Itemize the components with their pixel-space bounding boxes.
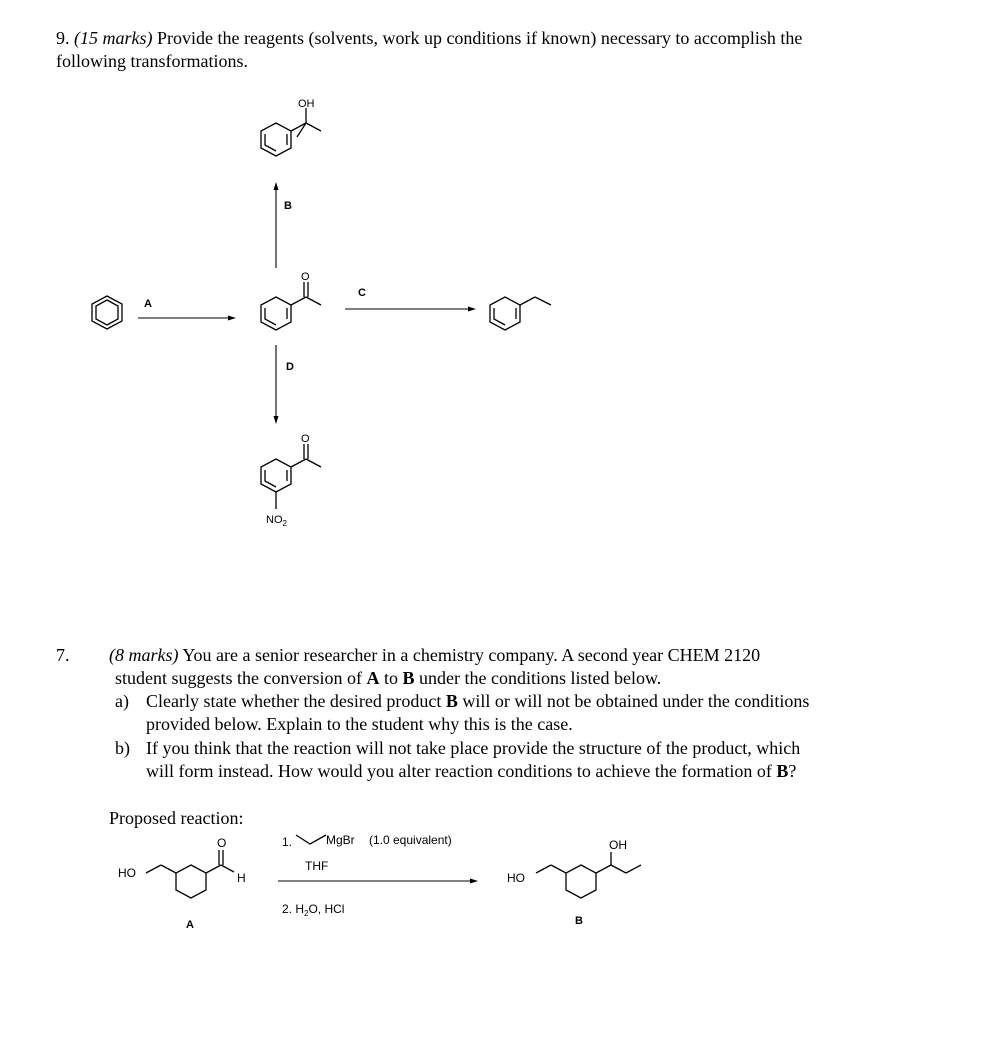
arrow-c	[345, 287, 476, 312]
reaction-conditions	[278, 833, 478, 918]
oh-label: OH	[609, 838, 627, 852]
reagent-1-solvent: THF	[305, 859, 329, 873]
q7b-line1: If you think that the reaction will not take place provide the structure of the product, which	[146, 738, 801, 758]
tertiary-alcohol-structure	[261, 98, 321, 156]
ho-label: HO	[118, 866, 136, 880]
q9-intro-line2: following transformations.	[56, 51, 248, 71]
q7a-line1	[146, 690, 809, 713]
q7-line1	[109, 644, 760, 667]
q7a-line2: provided below. Explain to the student why this is the case.	[146, 714, 573, 734]
arrow-a	[138, 298, 236, 321]
label-c: C	[358, 287, 366, 299]
q7-line2-mid: to	[379, 668, 403, 688]
q9-number: 9.	[56, 28, 70, 48]
oh-label: OH	[298, 98, 315, 110]
q7-line2-a: A	[366, 668, 380, 688]
reagent-1-equivalent: (1.0 equivalent)	[369, 833, 452, 847]
aldehyde-h-label: H	[237, 871, 246, 885]
label-a: A	[144, 298, 152, 310]
q7a-label: a)	[115, 691, 129, 711]
reagent-1-grignard: MgBr	[326, 833, 355, 847]
label-d: D	[286, 361, 294, 373]
ho-label: HO	[507, 871, 525, 885]
q7a-line1-b: B	[445, 691, 458, 711]
q7b-line2-post: ?	[788, 761, 797, 781]
q7-line1-text: You are a senior researcher in a chemistry company. A second year CHEM 2120	[178, 645, 761, 665]
acetophenone-structure	[261, 271, 321, 330]
q7b-line2-pre: will form instead. How would you alter reaction conditions to achieve the formation of	[146, 761, 777, 781]
proposed-reaction-heading: Proposed reaction:	[109, 808, 244, 828]
nitro-label: $NO_2$	[266, 514, 287, 528]
q7-number: 7.	[56, 645, 70, 665]
q7b-label: b)	[115, 738, 130, 758]
nitroacetophenone-structure	[261, 433, 321, 528]
q7-line2-b: B	[402, 668, 415, 688]
q7-line2-pre: student suggests the conversion of	[115, 668, 367, 688]
ethylbenzene-structure	[490, 297, 551, 330]
compound-b-label: B	[575, 915, 583, 927]
carbonyl-o-label: O	[301, 433, 310, 445]
q7-marks: (8 marks)	[109, 645, 179, 665]
compound-b-structure	[507, 838, 641, 927]
aldehyde-o-label: O	[217, 836, 227, 850]
reagent-2: 2. $H_2O$, HCl	[282, 902, 345, 918]
carbonyl-o-label: O	[301, 271, 310, 283]
label-b: B	[284, 200, 292, 212]
q7a-line1-post: will or will not be obtained under the conditions	[457, 691, 810, 711]
q7-reaction-scheme	[0, 820, 986, 980]
q9-intro-text: Provide the reagents (solvents, work up conditions if known) necessary to accomplish the	[152, 28, 803, 48]
q7b-line2	[146, 760, 796, 783]
arrow-d	[274, 345, 295, 424]
compound-a-structure	[118, 836, 246, 931]
arrow-b	[274, 182, 293, 268]
compound-a-label: A	[186, 919, 194, 931]
q9-marks: (15 marks)	[74, 28, 153, 48]
benzene-structure	[92, 296, 122, 329]
q7b-line2-b: B	[776, 761, 789, 781]
q7a-line1-pre: Clearly state whether the desired product	[146, 691, 446, 711]
q7-line2	[115, 667, 661, 690]
reagent-1-number: 1.	[282, 835, 293, 849]
q7-line2-post: under the conditions listed below.	[414, 668, 662, 688]
